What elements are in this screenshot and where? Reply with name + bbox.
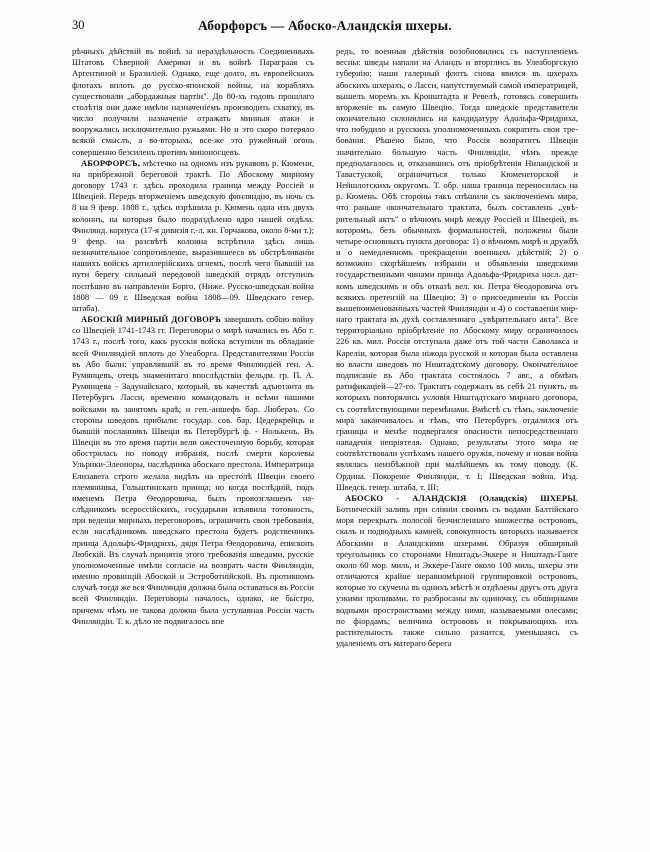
entry-headword: АБОРФОРСЪ,: [81, 157, 140, 168]
page-number: 30: [72, 18, 85, 32]
right-column: [336, 46, 578, 836]
entry-abo-aland-skerries: [336, 493, 578, 649]
page-header: [0, 18, 650, 38]
entry-headword: АБОСКО - АЛАНДСКІЯ (Оландскія) ШХЕРЫ.: [345, 492, 578, 503]
entry-body: завершилъ собою войну со Швеціей 1741-1743 гг. Переговоры о мирѣ начались въ Або г. 1743 г., послѣ того, какъ русскія войска вступили въ обладаніе всей Финляндіей вплоть до Улеаборга. Представителями Россіи въ Або были: управлявшій въ то время Финляндіей ген. А. Румянцевъ, отецъ знаменитаго впослѣдствіи фельдм. гр. П. А. Румянцева - Задунайскаго, который, въ качествѣ адъютанта въ Петербургъ Ласси, временно командовалъ и всѣми нашими войсками въ занятомъ краѣ; и геп.-аншефъ бар. Любераъ. Со стороны шведовъ прибыли: государ. сов. бар. Цедеркрейцъ и бывшій посланникъ Швеціи въ Петербургѣ ф. - Нолькенъ. Въ Швеціи въ это время партіи вели ожесточенную борьбу, которая обострилась по поводу избранія, послѣ смерти королевы Ульрики-Элеоноры, наслѣдника абоскаго престола. Императрица Елизавета строго желала видѣть на престолѣ Швеціи своего племянника, Гольштинскаго принца; но когда послѣдній, подъ именемъ Петра Ѳеодоровича, былъ провозглашенъ наслѣдникомъ всероссійскихъ, государыни изъявила тотовность, при веденіи мирныхъ переговоровъ, ограничить свои требованія, если наслѣдникомъ шведскаго престола будетъ родственникъ принца Адольфъ-Фридрихъ, дядя Петра Ѳеодоровича, епископъ Любскій. Въ случаѣ принятія этого требованія шведами, русскіе уполномоченные имѣли согласіе на возвратъ части Финляндіи, именно провинцій Абоской и Эстроботнійской. Въ противномъ случаѣ тогда же вся Финляндія должна была оставаться въ Россіи всей Финляндіи. Переговоры началось, однако, не быстро, причемъ чѣмъ не такова должна была уступавная Россіи часть Финляндіи. Т. к. дѣло не подвигалось впе: [72, 314, 315, 626]
running-title: Аборфорсъ — Абоско-Аландскія шхеры.: [198, 18, 452, 33]
text-columns: [72, 46, 578, 836]
entry-headword: АБОСКІЙ МИРНЫЙ ДОГОВОРЪ: [81, 314, 221, 325]
entry-body: Ботническій заливъ при сліяніи своимъ съ водами Балтійскаго моря перекрытъ полосой безчисленнаго множества острововъ, скалъ и подводныхъ камней, совокупность которыхъ называется Абоскими и Аландскими шхерами. Образуя обширный треугольникъ со сторонами Ништадъ-Эккере и Ништадъ-Ганге около 60 мор. миль, и Эккере-Ганге около 100 миль, шхеры эти отличаются крайне неравномѣрной группировкой острововъ, которые то скучены въ однихъ мѣстѣ и отдѣлены другъ отъ друга узкими проливами, то разбросаны въ одиночку, съ обширными водными пространствами между ними, называемыми плесами; по фіордамъ; величина острововъ и покрывающихъ ихъ растительность также сильно разнится, уменьшаясь съ удаленіемъ отъ матераго берега: [336, 504, 578, 649]
entry-body: мѣстечко на одномъ изъ рукавовъ р. Кюмени, на прибрежной береговой трактѣ. По Абоскому мирному договору 1743 г. здѣсь проходила граница между Россіей и Швеціей. Передъ вторженіемъ шведскую финляндію, въ ночь съ 8 на 9 февр. 1808 г., здѣсь изрѣшила р. Кюмень одна изъ двухъ колоннъ, на которыя было подраздѣлено ядро нашей отдѣла. Финлянд. корпуса (17-я дивизія г.-л. кн. Горчакова, около 8-ми т.); 9 февр. на разсвѣтѣ колонна встрѣтила здѣсь лишь незначительное сопротивленіе, выразившееся въ обстрѣливаніи нашихъ войскъ артиллерійскихъ огнемъ, послѣ чего бывшій на пути берегу сильный передовой шведскій отрядъ отступилъ поспѣшно въ направленіи Борго. (Ниже. Русско-шведская война 1808 — 09 г. Шведская война 1808—09. Шведскаго генер. штаба).: [72, 157, 314, 313]
entry-abo-peace-treaty: [72, 314, 314, 627]
paragraph-continuation: рѣчныхъ дѣйствій въ войнѣ за нераздѣльность Соединенныхъ Штатовъ Сѣверной Америки и въ войнѣ Параграая съ Аргентиной и Бразиліей. Однако, еще долго, въ европейскихъ флотахъ вплоть до русско-японской войны, на корабляхъ существовали „абордажныя партіи". До 80-хъ годовъ прошлаго столѣтія они даже имѣли назначеніемъ производить схватку, въ число получили назначеніе отражать минныя атаки и вооружались исключительно ружьями. Но и это скоро потеряло всякій смыслъ, а во-вторыхъ, все-же это ружейный огонь совершенно безсиленъ противъ миноносцевъ.: [72, 46, 314, 157]
entry-aborfors: [72, 158, 314, 314]
left-column: [72, 46, 314, 836]
paragraph-continuation: редъ, то военныя дѣйствія возобновились съ наступленіемъ весны: шведы напали на Аландъ и вторглись въ Улеаборгскую губернію; наши галерный флотъ снова явился въ шхерахъ абоскихъ шхерахъ, о Ласси, напутствуемый самой императрицей, вышелъ моремъ къ Кронштадта и Ревелѣ, готовясь совершить вторженіе въ самую Швецію. Тогда шведскіе представители окончательно склонились на кандидатуру Адольфа-Фридриха, что побудило и русскихъ уполномоченныхъ сократить свои требованія. Рѣшено было, что Россія возвратитъ Швеціи значительно большую часть Финляндіи, чѣмъ прежде предполагалось и, отказавшись отъ пріобрѣтенія Ниландской и Тавастуской, ограничиться только Кюменегорской и Нейшлотскихъ округомъ. Т. обр. наша граница переносилась на р. Кюмень. Обѣ стороны такъ спѣшили съ заключеніемъ мира, что раньше окончательнаго трактата, былъ составленъ „увѣрительный актъ" о вѣчномъ мирѣ между Россіей и Швеціей, въ которомъ, безъ обычныхъ формальностей, положены были четыре основныхъ пункта договора: 1) о вѣчномъ мирѣ и дружбѣ и о немедленномъ прекращеніи военныхъ дѣйствій; 2) о возможно скорѣйшемъ избраніи и объявленіи шведскими государственными чинами принца Адольфа-Фридриха насл. даткомъ шведскимъ и объ отказѣ вел. кн. Петра Ѳеодоровича отъ всякихъ претензій на Швецію; 3) о присоединеніи къ Россіи вышепоименованныхъ частей Финляндіи и 4) о составленіи мирнаго трактата въ духѣ составленнаго „увѣрительнаго акта". Все территоріально пріобрѣтеніе по Абоскому миру ограничилось 226 кв. мил. Россія отступала даже отъ той части Саволакса и Кареліи, которая была ніжода русской и которая была оставлена во власти шведовъ по Ништадтскому договору. Окончательное подписаніе въ Або трактата состоялось 7 авг., а обмѣнъ ратификаціей—27-го. Трактатъ содержалъ въ себѣ 21 пунктъ, въ которыхъ повторялись условія Ништадтскаго мирнаго договора, съ соотвѣтствующими перемѣнами. Вмѣстѣ съ тѣмъ, заключеніе мира заканчивалось и тѣмъ, что Петербургъ отдалился отъ границы и менѣе подвергался опасности непосредственнаго нападенія непріятеля. Однако, результаты этого мира не соотвѣтствовали успѣхамъ нашего оружія, почему и новая война являлась неизбѣжной при малѣйшемъ къ тому поводу. (К. Ордина. Покореніе Финляндіи, т. І; Шведская война. Изд. Шведск. генер. штаба, т. ІІІ;: [336, 46, 578, 492]
